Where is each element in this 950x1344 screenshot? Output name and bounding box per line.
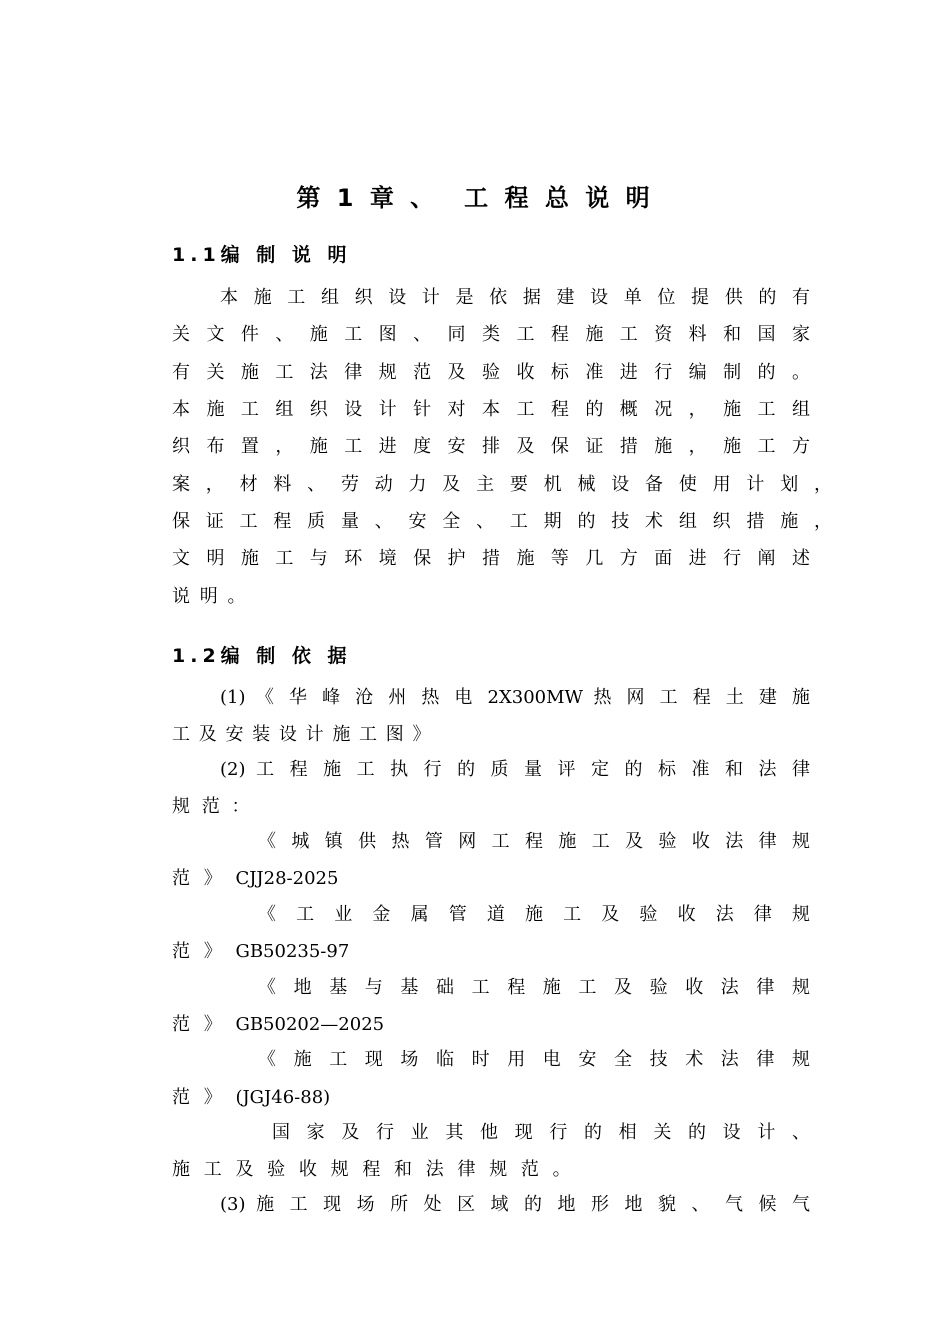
section-2-line: 工 及 安 装 设 计 施 工 图 》 xyxy=(172,724,431,745)
section-2-line: 国 家 及 行 业 其 他 现 行 的 相 关 的 设 计 、 xyxy=(272,1122,810,1143)
section-2-line: (2) 工 程 施 工 执 行 的 质 量 评 定 的 标 准 和 法 律 xyxy=(220,759,810,780)
section-2-line: 施 工 及 验 收 规 程 和 法 律 规 范 。 xyxy=(172,1159,571,1180)
section-2-line: 《 地 基 与 基 础 工 程 施 工 及 验 收 法 律 规 xyxy=(258,977,810,998)
chapter-title xyxy=(0,178,950,213)
section-1-line: 说 明 。 xyxy=(172,586,248,607)
section-1-line: 本 施 工 组 织 设 计 是 依 据 建 设 单 位 提 供 的 有 xyxy=(220,287,810,308)
section-1-line: 关 文 件 、 施 工 图 、 同 类 工 程 施 工 资 料 和 国 家 xyxy=(172,324,810,345)
section-2-line: 《 城 镇 供 热 管 网 工 程 施 工 及 验 收 法 律 规 xyxy=(258,831,810,852)
section-1-line: 本 施 工 组 织 设 计 针 对 本 工 程 的 概 况 ， 施 工 组 xyxy=(172,399,810,420)
section-2-line: 《 施 工 现 场 临 时 用 电 安 全 技 术 法 律 规 xyxy=(258,1049,810,1070)
section-1-line: 织 布 置 ， 施 工 进 度 安 排 及 保 证 措 施 ， 施 工 方 xyxy=(172,436,810,457)
section-2-line: (1) 《 华 峰 沧 州 热 电 2X300MW 热 网 工 程 土 建 施 xyxy=(220,687,810,708)
section-2-line: 范 》 CJJ28-2025 xyxy=(172,868,339,889)
section-1-heading: 1.1编 制 说 明 xyxy=(172,244,352,266)
section-2-heading: 1.2编 制 依 据 xyxy=(172,645,352,667)
section-1-line: 有 关 施 工 法 律 规 范 及 验 收 标 准 进 行 编 制 的 。 xyxy=(172,362,810,383)
section-2-line: 《 工 业 金 属 管 道 施 工 及 验 收 法 律 规 xyxy=(258,904,810,925)
section-1-line: 案 ， 材 料 、 劳 动 力 及 主 要 机 械 设 备 使 用 计 划 ， xyxy=(172,474,832,495)
chapter-name: 工 程 总 说 明 xyxy=(464,184,654,212)
section-2-line: 范 》 GB50235-97 xyxy=(172,941,350,962)
section-2-line: 范 》 (JGJ46-88) xyxy=(172,1087,331,1108)
section-1-line: 文 明 施 工 与 环 境 保 护 措 施 等 几 方 面 进 行 阐 述 xyxy=(172,548,810,569)
section-2-line: 规 范 ： xyxy=(172,796,250,817)
chapter-number: 第 1 章 、 xyxy=(296,184,439,212)
section-2-line: 范 》 GB50202—2025 xyxy=(172,1014,385,1035)
section-1-line: 保 证 工 程 质 量 、 安 全 、 工 期 的 技 术 组 织 措 施 ， xyxy=(172,511,832,532)
section-2-line: (3) 施 工 现 场 所 处 区 域 的 地 形 地 貌 、 气 候 气 xyxy=(220,1194,810,1215)
